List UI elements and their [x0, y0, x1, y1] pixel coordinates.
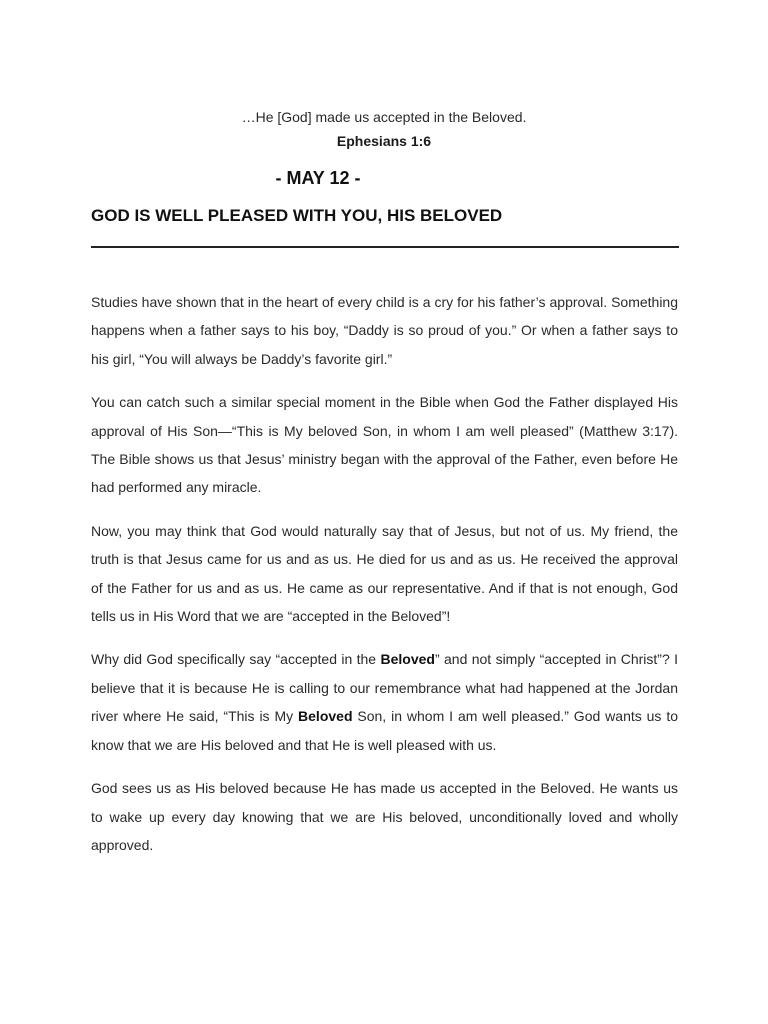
paragraph-4 — [91, 645, 678, 759]
paragraph-4-bold-beloved-2: Beloved — [298, 708, 353, 725]
verse-reference: Ephesians 1:6 — [336, 133, 432, 149]
opening-verse: …He [God] made us accepted in the Beloved. — [241, 109, 527, 125]
title-divider — [91, 246, 679, 248]
paragraph-2: You can catch such a similar special moment in the Bible when God the Father displayed His approval of His Son—“This is My beloved Son, in whom I am well pleased” (Matthew 3:17). The Bible shows us that Jesus’ ministry began with the approval of the Father, even before He had performed any miracle. — [91, 394, 678, 496]
paragraph-4-text-a: Why did God specifically say “accepted in the — [91, 651, 381, 668]
paragraph-5: God sees us as His beloved because He has made us accepted in the Beloved. He wants us to wake up every day knowing that we are His beloved, unconditionally loved and wholly approved. — [91, 780, 678, 853]
paragraph-4-text-c: Son, in whom I am well pleased.” God wants us to know that we are His beloved and that He is well pleased with us. — [91, 708, 679, 753]
devotional-title: GOD IS WELL PLEASED WITH YOU, HIS BELOVED — [91, 206, 503, 225]
paragraph-4-text-b: ” and not simply “accepted in Christ”? I believe that it is because He is calling to our remembrance what had happened at the Jordan river where He said, “This is My — [91, 651, 679, 725]
devotional-body — [91, 288, 678, 874]
devotional-date: - MAY 12 - — [275, 168, 361, 188]
paragraph-1: Studies have shown that in the heart of every child is a cry for his father’s approval. Something happens when a father says to his boy, “Daddy is so proud of you.” Or when a father says to his girl, “You will always be Daddy’s favorite girl.” — [91, 294, 678, 367]
paragraph-3: Now, you may think that God would naturally say that of Jesus, but not of us. My friend, the truth is that Jesus came for us and as us. He died for us and as us. He received the approval of the Father for us and as us. He came as our representative. And if that is not enough, God tells us in His Word that we are “accepted in the Beloved”! — [91, 522, 678, 625]
paragraph-4-bold-beloved-1: Beloved — [380, 651, 435, 668]
